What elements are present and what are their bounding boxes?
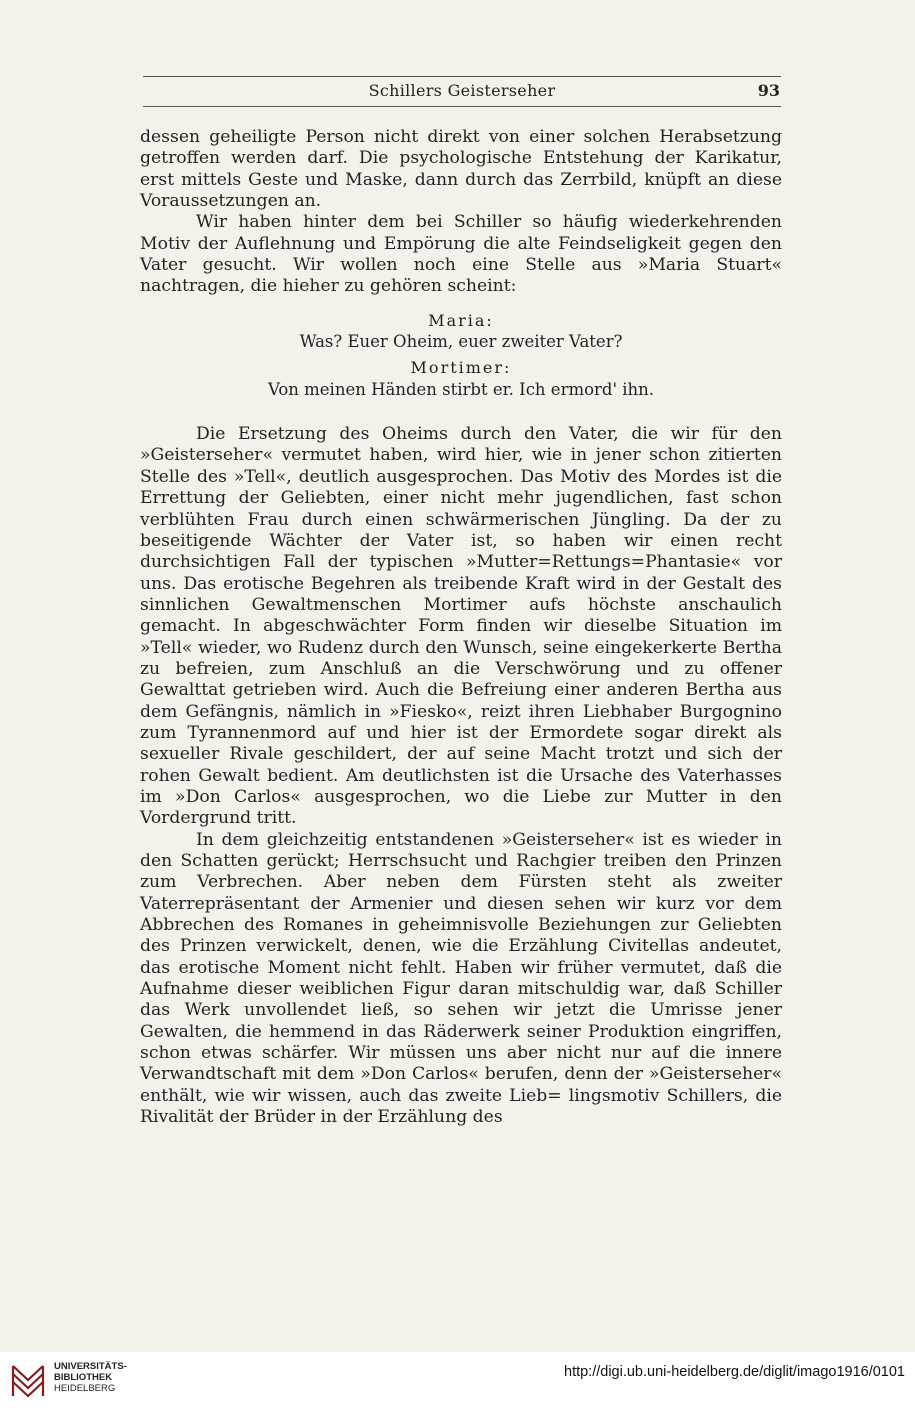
- paragraph-3: Die Ersetzung des Oheims durch den Vater, die wir für den »Geisterseher« vermutet haben, wird hier, wie in jener schon zitierten Stelle des »Tell«, deutlich ausgesprochen. Das Motiv des Mordes ist die Errettung der Geliebten, einer nicht mehr jugendlichen, fast schon verblühten Frau durch einen schwärmerischen Jüngling. Da der zu beseitigende Wächter der Vater ist, so haben wir einen recht durchsichtigen Fall der typischen »Mutter=Rettungs=Phantasie« vor uns. Das erotische Begehren als treibende Kraft wird in der Gestalt des sinnlichen Gewaltmenschen Mortimer aufs höchste anschaulich gemacht. In abgeschwächter Form finden wir dieselbe Situation im »Tell« wieder, wo Rudenz durch den Wunsch, seine eingekerkerte Bertha zu befreien, zum Anschluß an die Verschwörung und zu offener Gewalttat getrieben wird. Auch die Befreiung einer anderen Bertha aus dem Gefängnis, nämlich in »Fiesko«, reizt ihren Liebhaber Burgognino zum Tyrannenmord auf und hier ist der Ermordete sogar direkt als sexueller Rivale geschildert, der auf seine Macht trotzt und sich der rohen Gewalt bedient. Am deutlichsten ist die Ursache des Vaterhasses im »Don Carlos« ausgesprochen, wo die Liebe zur Mutter in den Vordergrund tritt.: [140, 424, 782, 829]
- verse-quote: [140, 310, 782, 400]
- paragraph-2: Wir haben hinter dem bei Schiller so häufig wiederkehrenden Motiv der Auflehnung und Empörung die alte Feindseligkeit gegen den Vater gesucht. Wir wollen noch eine Stelle aus »Maria Stuart« nachtragen, die hieher zu gehören scheint:: [140, 212, 782, 297]
- library-line-2: BIBLIOTHEK: [54, 1372, 113, 1383]
- verse-line-2: Von meinen Händen stirbt er. Ich ermord' ihn.: [267, 379, 655, 399]
- running-title: Schillers Geisterseher: [368, 81, 556, 100]
- library-line-1: UNIVERSITÄTS-: [54, 1361, 127, 1372]
- paragraph-1: dessen geheiligte Person nicht direkt von einer solchen Herabsetzung getroffen werden darf. Die psychologische Entstehung der Karikatur, erst mittels Geste und Maske, dann durch das Zerrbild, knüpft an diese Voraussetzungen an.: [140, 127, 782, 212]
- header-rule-top: [143, 76, 781, 77]
- header-rule-bottom: [143, 106, 781, 107]
- verse-line-1: Was? Euer Oheim, euer zweiter Vater?: [299, 332, 623, 352]
- library-logo-icon: [10, 1360, 46, 1402]
- source-url-link[interactable]: http://digi.ub.uni-heidelberg.de/diglit/imago1916/0101: [564, 1364, 905, 1380]
- library-line-3: HEIDELBERG: [54, 1383, 116, 1394]
- speaker-mortimer: Mortimer:: [410, 358, 512, 378]
- footer-bar: [0, 1352, 915, 1415]
- body-text: [140, 127, 782, 1128]
- paragraph-4: In dem gleichzeitig entstandenen »Geisterseher« ist es wieder in den Schatten gerückt; Herrschsucht und Rachgier treiben den Prinzen zum Verbrechen. Aber neben dem Fürsten steht als zweiter Vaterrepräsentant der Armenier und diesen sehen wir kurz vor dem Abbrechen des Romanes in geheimnisvolle Beziehungen zur Geliebten des Prinzen verwickelt, denen, wie die Erzählung Civitellas andeutet, das erotische Moment nicht fehlt. Haben wir früher vermutet, daß die Aufnahme dieser weiblichen Figur daran mitschuldig war, daß Schiller das Werk unvollendet ließ, so sehen wir jetzt die Umrisse jener Gewalten, die hemmend in das Räderwerk seiner Produktion eingriffen, schon etwas schärfer. Wir müssen uns aber nicht nur auf die innere Verwandtschaft mit dem »Don Carlos« berufen, denn der »Geisterseher« enthält, wie wir wissen, auch das zweite Lieb= lingsmotiv Schillers, die Rivalität der Brüder in der Erzählung des: [140, 829, 782, 1128]
- page-number: 93: [757, 81, 780, 100]
- speaker-maria: Maria:: [428, 310, 494, 330]
- library-name: [54, 1361, 127, 1394]
